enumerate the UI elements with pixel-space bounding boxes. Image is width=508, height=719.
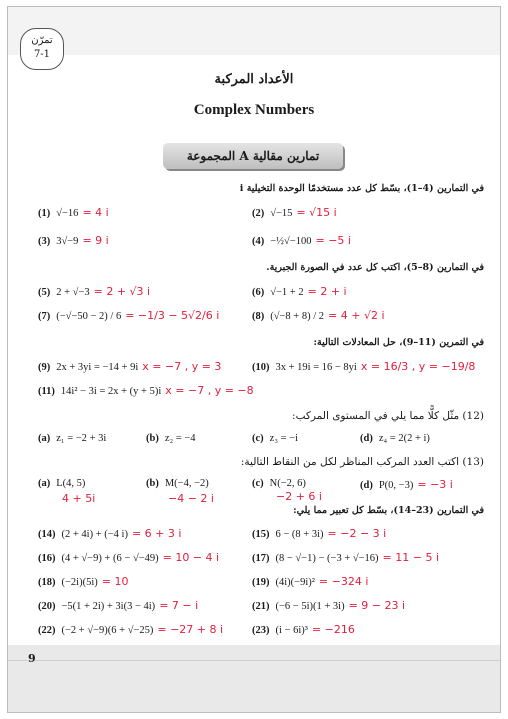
answer-5: = 2 + √3 i: [93, 285, 151, 298]
instruction-5-8: في التمارين (8–5)، اكتب كل عدد في الصورة الجبرية.: [266, 262, 484, 273]
exercise-8: (8) (√−8 + 8) / 2 = 4 + √2 i: [252, 309, 385, 322]
answer-3: = 9 i: [82, 234, 109, 247]
answer-11: x = −7 , y = −8: [165, 384, 254, 397]
answer-22: = −27 + 8 i: [157, 623, 224, 636]
answer-point-c: −2 + 6 i: [276, 490, 322, 503]
page-title-english: Complex Numbers: [193, 102, 315, 118]
exercise-18: (18) (−2i)(5i) = 10: [38, 575, 129, 588]
answer-point-d: = −3 i: [417, 478, 453, 491]
answer-21: = 9 − 23 i: [348, 599, 406, 612]
answer-18: = 10: [101, 575, 129, 588]
exercise-11: (11) 14i² − 3i = 2x + (y + 5)i x = −7 , y = −8: [38, 384, 254, 397]
exercise-22: (22) (−2 + √−9)(6 + √−25) = −27 + 8 i: [38, 623, 224, 636]
exercise-2: (2) √−15 = √15 i: [252, 206, 337, 219]
answer-1: = 4 i: [82, 206, 109, 219]
exercise-3: (3) 3√−9 = 9 i: [38, 234, 109, 247]
exercise-5: (5) 2 + √−3 = 2 + √3 i: [38, 285, 151, 298]
exercise-16: (16) (4 + √−9) + (6 − √−49) = 10 − 4 i: [38, 551, 220, 564]
plot-item-d: (d) z₄ = 2(2 + i): [360, 433, 430, 444]
exercise-14: (14) (2 + 4i) + (−4 i) = 6 + 3 i: [38, 527, 182, 540]
instruction-12: (12) مثّل كلًّا مما يلي في المستوى المركب:: [292, 410, 484, 422]
exercise-1: (1) √−16 = 4 i: [38, 206, 109, 219]
answer-9: x = −7 , y = 3: [142, 360, 222, 373]
exercise-17: (17) (8 − √−1) − (−3 + √−16) = 11 − 5 i: [252, 551, 440, 564]
answer-23: = −216: [311, 623, 355, 636]
answer-16: = 10 − 4 i: [162, 551, 220, 564]
exercise-20: (20) −5(1 + 2i) + 3i(3 − 4i) = 7 − i: [38, 599, 199, 612]
answer-6: = 2 + i: [307, 285, 347, 298]
answer-8: = 4 + √2 i: [328, 309, 385, 322]
answer-20: = 7 − i: [159, 599, 199, 612]
exercise-9: (9) 2x + 3yi = −14 + 9i x = −7 , y = 3: [38, 360, 222, 373]
answer-17: = 11 − 5 i: [382, 551, 440, 564]
exercise-6: (6) √−1 + 2 = 2 + i: [252, 285, 347, 298]
answer-point-b: −4 − 2 i: [168, 492, 214, 505]
exercise-23: (23) (i − 6i)³ = −216: [252, 623, 355, 636]
point-c: (c) N(−2, 6): [252, 478, 306, 489]
section-banner: المجموعة A تمارين مقالية: [163, 143, 343, 169]
answer-4: = −5 i: [315, 234, 351, 247]
exercise-21: (21) (−6 − 5i)(1 + 3i) = 9 − 23 i: [252, 599, 406, 612]
point-b: (b) M(−4, −2): [146, 478, 209, 489]
instruction-9-11: في التمرين (11–9)، حل المعادلات التالية:: [313, 337, 484, 348]
answer-7: = −1/3 − 5√2/6 i: [125, 309, 220, 322]
lesson-tab-number: 7-1: [33, 49, 51, 60]
plot-item-c: (c) z₃ = −i: [252, 433, 298, 444]
answer-point-a: 4 + 5i: [62, 492, 96, 505]
lesson-tab-label: تمرّن: [31, 35, 53, 46]
answer-14: = 6 + 3 i: [131, 527, 182, 540]
answer-15: = −2 − 3 i: [327, 527, 387, 540]
answer-2: = √15 i: [296, 206, 337, 219]
exercise-7: (7) (−√−50 − 2) / 6 = −1/3 − 5√2/6 i: [38, 309, 220, 322]
instruction-1-4: في التمارين (4–1)، بسّط كل عدد مستخدمًا الوحدة التخيلية i: [239, 183, 484, 194]
exercise-15: (15) 6 − (8 + 3i) = −2 − 3 i: [252, 527, 387, 540]
lesson-tab: [20, 28, 64, 70]
answer-10: x = 16/3 , y = −19/8: [360, 360, 476, 373]
exercise-19: (19) (4i)(−9i)² = −324 i: [252, 575, 369, 588]
exercise-4: (4) −½√−100 = −5 i: [252, 234, 351, 247]
point-a: (a) L(4, 5): [38, 478, 86, 489]
answer-19: = −324 i: [318, 575, 369, 588]
instruction-13: (13) اكتب العدد المركب المناظر لكل من النقاط التالية:: [240, 456, 484, 468]
point-d: (d) P(0, −3) = −3 i: [360, 478, 453, 491]
page-title-arabic: الأعداد المركبة: [214, 72, 294, 87]
page-number: 9: [28, 652, 36, 665]
footer-rule: [8, 660, 500, 661]
exercise-10: (10) 3x + 19i = 16 − 8yi x = 16/3 , y = −19/8: [252, 360, 476, 373]
plot-item-b: (b) z₂ = −4: [146, 433, 196, 444]
instruction-14-23: في التمارين (23–14)، بسّط كل تعبير مما يلي:: [293, 505, 484, 516]
plot-item-a: (a) z₁ = −2 + 3i: [38, 433, 107, 444]
